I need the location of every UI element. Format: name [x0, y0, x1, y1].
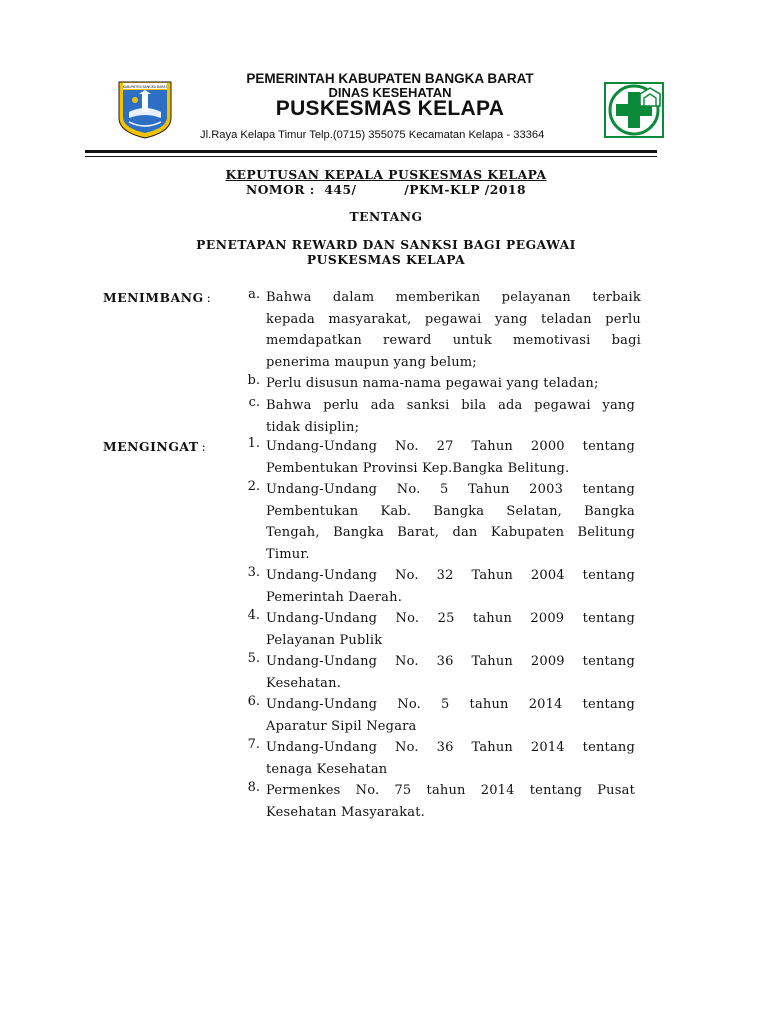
organization-address: Jl.Raya Kelapa Timur Telp.(0715) 355075 Kecamatan Kelapa - 33364	[200, 129, 545, 141]
mengingat-item-4: Undang-Undang No. 25 tahun 2009 tentang Pelayanan Publik	[266, 611, 635, 648]
mengingat-item-1: Undang-Undang No. 27 Tahun 2000 tentang Pembentukan Provinsi Kep.Bangka Belitung.	[266, 439, 635, 476]
mengingat-marker-8: 8.	[247, 780, 260, 795]
mengingat-item-6: Undang-Undang No. 5 tahun 2014 tentang Aparatur Sipil Negara	[266, 697, 635, 734]
puskesmas-logo	[604, 82, 664, 138]
mengingat-item-5: Undang-Undang No. 36 Tahun 2009 tentang Kesehatan.	[266, 654, 635, 691]
mengingat-marker-2: 2.	[247, 479, 260, 494]
letterhead-divider-thin	[85, 156, 657, 157]
mengingat-marker-4: 4.	[247, 608, 260, 623]
letterhead-divider-thick	[85, 150, 657, 153]
menimbang-marker-a: a.	[248, 287, 260, 302]
mengingat-marker-3: 3.	[247, 565, 260, 580]
mengingat-item-8: Permenkes No. 75 tahun 2014 tentang Pusat Kesehatan Masyarakat.	[266, 783, 635, 820]
mengingat-label: MENGINGAT :	[103, 439, 207, 454]
mengingat-marker-5: 5.	[247, 651, 260, 666]
mengingat-item-2: Undang-Undang No. 5 Tahun 2003 tentang Pembentukan Kab. Bangka Selatan, Bangka Tengah, Bangka Barat, dan Kabupaten Belitung Timur.	[266, 482, 635, 562]
decree-subject-line-1: PENETAPAN REWARD DAN SANKSI BAGI PEGAWAI	[196, 237, 576, 252]
organization-name: PUSKESMAS KELAPA	[275, 97, 505, 120]
menimbang-item-c: Bahwa perlu ada sanksi bila ada pegawai yang tidak disiplin;	[266, 398, 635, 435]
decree-about-label: TENTANG	[349, 209, 423, 224]
menimbang-marker-c: c.	[248, 395, 260, 410]
mengingat-marker-7: 7.	[247, 737, 260, 752]
menimbang-label: MENIMBANG :	[103, 290, 212, 305]
department-name: DINAS KESEHATAN	[328, 85, 452, 100]
government-name: PEMERINTAH KABUPATEN BANGKA BARAT	[246, 71, 534, 86]
decree-subject-line-2: PUSKESMAS KELAPA	[306, 252, 466, 267]
crest-text: KABUPATEN BANGKA BARAT	[122, 85, 168, 89]
bangka-barat-crest-logo	[115, 78, 175, 140]
mengingat-item-3: Undang-Undang No. 32 Tahun 2004 tentang Pemerintah Daerah.	[266, 568, 635, 605]
menimbang-item-a: Bahwa dalam memberikan pelayanan terbaik kepada masyarakat, pegawai yang teladan perlu memdapatkan reward untuk memotivasi bagi penerima maupun yang belum;	[266, 290, 641, 370]
menimbang-marker-b: b.	[247, 373, 260, 388]
decree-number: NOMOR : 445/ /PKM-KLP /2018	[245, 182, 527, 197]
mengingat-item-7: Undang-Undang No. 36 Tahun 2014 tentang tenaga Kesehatan	[266, 740, 635, 777]
mengingat-marker-1: 1.	[247, 436, 260, 451]
decree-title: KEPUTUSAN KEPALA PUSKESMAS KELAPA	[225, 167, 547, 182]
menimbang-item-b: Perlu disusun nama-nama pegawai yang teladan;	[266, 376, 599, 391]
mengingat-marker-6: 6.	[247, 694, 260, 709]
